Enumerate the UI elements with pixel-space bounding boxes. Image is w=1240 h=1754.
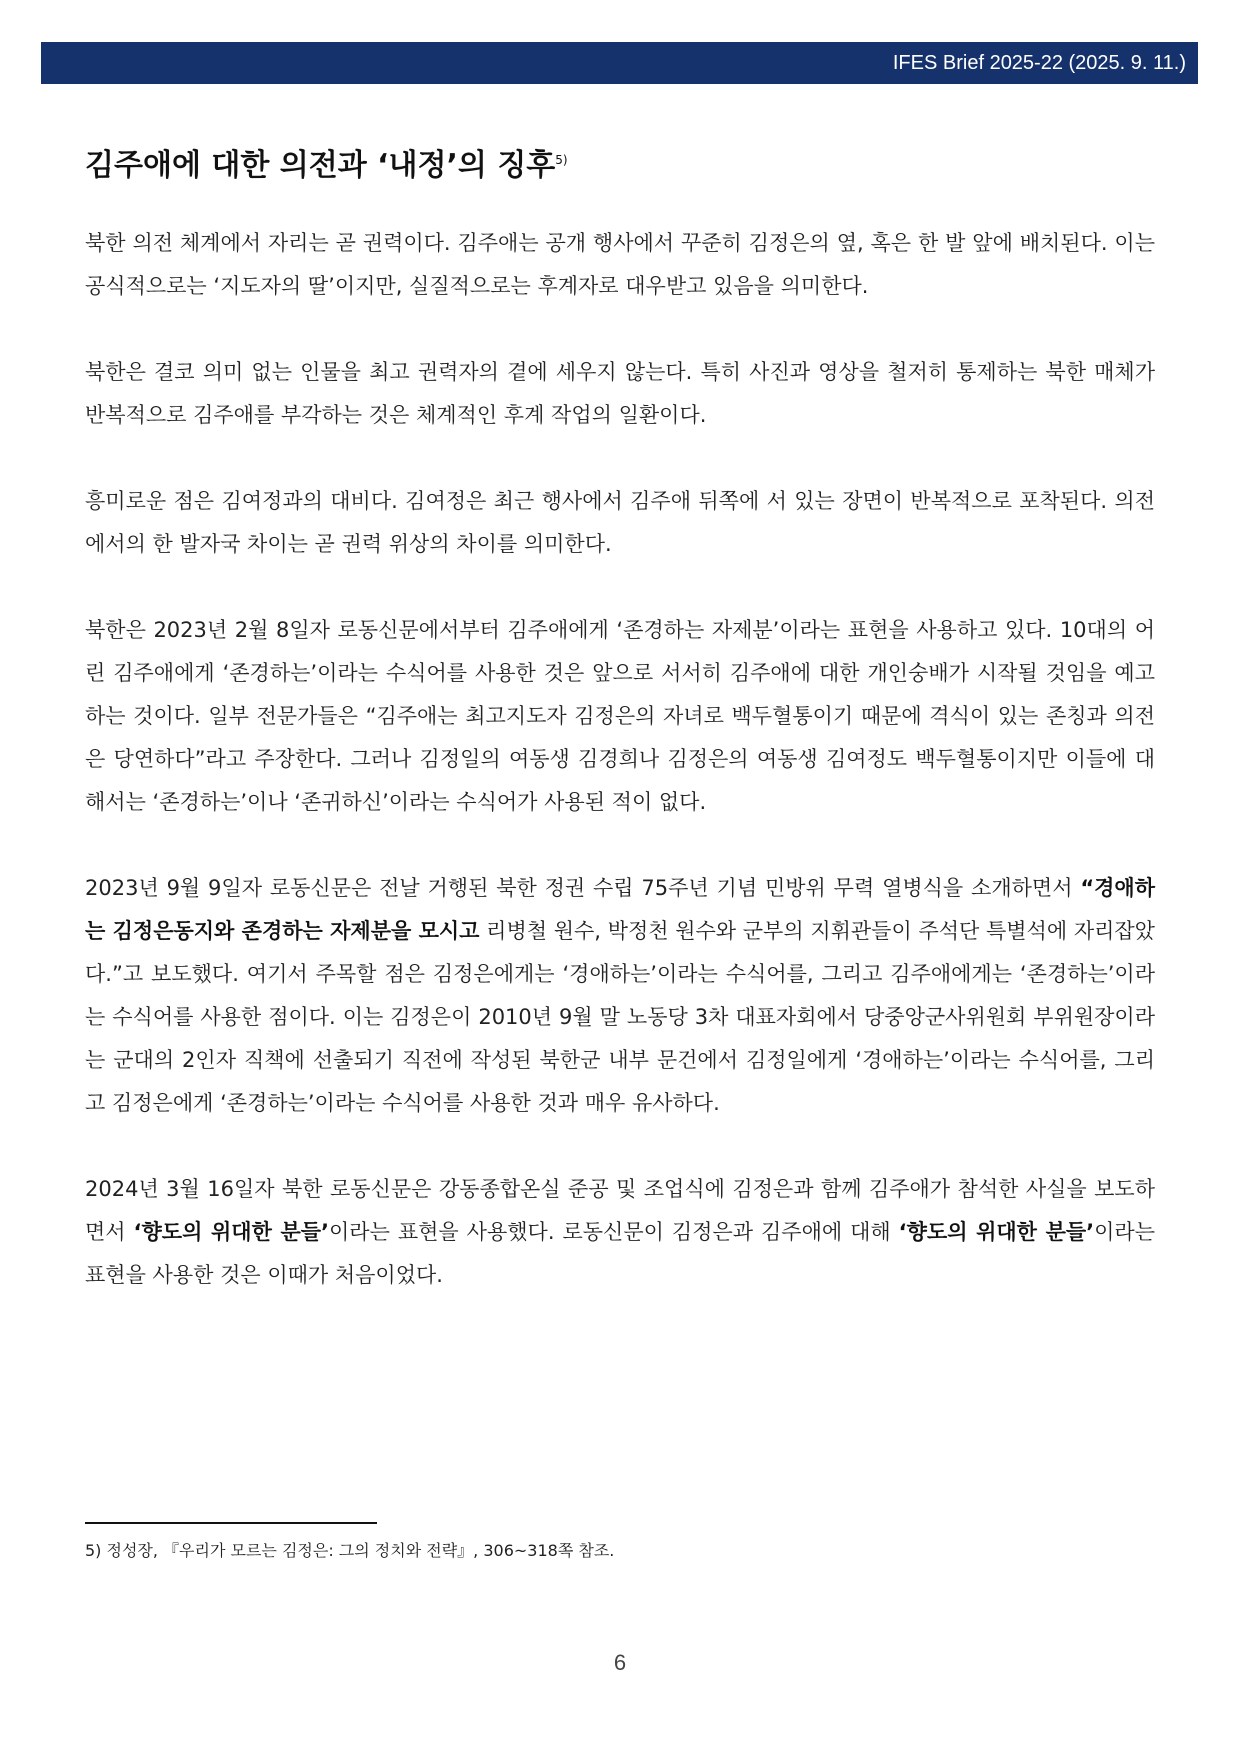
paragraph-5-text: 2023년 9월 9일자 로동신문은 전날 거행된 북한 정권 수립 75주년 기념 민방위 무력 열병식을 소개하면서 (85, 876, 1081, 900)
footnote-reference[interactable]: 5) (555, 153, 568, 167)
paragraph-6-text: 2024년 3월 16일자 북한 로동신문은 강동종합온실 준공 및 조업식에 김정은과 함께 김주애가 참석한 사실을 보도하면서 (85, 1177, 1155, 1244)
paragraph-6-emphasis-2: ‘향도의 위대한 분들’ (898, 1220, 1095, 1244)
section-title (85, 138, 1165, 188)
paragraph-5 (85, 867, 1155, 1125)
article-body (85, 222, 1155, 1340)
header-bar (41, 42, 1198, 84)
section-title-text: 김주애에 대한 의전과 ‘내정’의 징후 (85, 148, 556, 183)
paragraph-6-emphasis-1: ‘향도의 위대한 분들’ (133, 1220, 330, 1244)
paragraph-2: 북한은 결코 의미 없는 인물을 최고 권력자의 곁에 세우지 않는다. 특히 사진과 영상을 철저히 통제하는 북한 매체가 반복적으로 김주애를 부각하는 것은 체계적인 후계 작업의 일환이다. (85, 360, 1155, 427)
page-number: 6 (613, 1650, 627, 1675)
paragraph-6-text-mid: 이라는 표현을 사용했다. 로동신문이 김정은과 김주애에 대해 (329, 1220, 899, 1244)
footnote: 5) 정성장, 『우리가 모르는 김정은: 그의 정치와 전략』, 306~318쪽 참조. (85, 1541, 615, 1560)
paragraph-6 (85, 1168, 1155, 1297)
paragraph-5-text-cont: 리병철 원수, 박정천 원수와 군부의 지휘관들이 주석단 특별석에 자리잡았다.”고 보도했다. 여기서 주목할 점은 김정은에게는 ‘경애하는’이라는 수식어를, 그리고 김주애에게는 ‘존경하는’이라는 수식어를 사용한 점이다. 이는 김정은이 2010년 9월 말 노동당 3차 대표자회에서 당중앙군사위원회 부위원장이라는 군대의 2인자 직책에 선출되기 직전에 작성된 북한군 내부 문건에서 김정일에게 ‘경애하는’이라는 수식어를, 그리고 김정은에게 ‘존경하는’이라는 수식어를 사용한 것과 매우 유사하다. (85, 919, 1155, 1115)
footnote-divider (85, 1522, 377, 1524)
paragraph-4: 북한은 2023년 2월 8일자 로동신문에서부터 김주애에게 ‘존경하는 자제분’이라는 표현을 사용하고 있다. 10대의 어린 김주애에게 ‘존경하는’이라는 수식어를 사용한 것은 앞으로 서서히 김주애에 대한 개인숭배가 시작될 것임을 예고하는 것이다. 일부 전문가들은 “김주애는 최고지도자 김정은의 자녀로 백두혈통이기 때문에 격식이 있는 존칭과 의전은 당연하다”라고 주장한다. 그러나 김정일의 여동생 김경희나 김정은의 여동생 김여정도 백두혈통이지만 이들에 대해서는 ‘존경하는’이나 ‘존귀하신’이라는 수식어가 사용된 적이 없다. (85, 618, 1155, 814)
paragraph-5-emphasis: “경애하는 김정은동지와 존경하는 자제분을 모시고 (85, 876, 1155, 943)
paragraph-6-text-end: 이라는 표현을 사용한 것은 이때가 처음이었다. (85, 1220, 1155, 1287)
paragraph-1: 북한 의전 체계에서 자리는 곧 권력이다. 김주애는 공개 행사에서 꾸준히 김정은의 옆, 혹은 한 발 앞에 배치된다. 이는 공식적으로는 ‘지도자의 딸’이지만, 실질적으로는 후계자로 대우받고 있음을 의미한다. (85, 231, 1155, 298)
paragraph-3: 흥미로운 점은 김여정과의 대비다. 김여정은 최근 행사에서 김주애 뒤쪽에 서 있는 장면이 반복적으로 포착된다. 의전에서의 한 발자국 차이는 곧 권력 위상의 차이를 의미한다. (85, 489, 1155, 556)
publication-label: IFES Brief 2025-22 (2025. 9. 11.) (892, 51, 1186, 74)
